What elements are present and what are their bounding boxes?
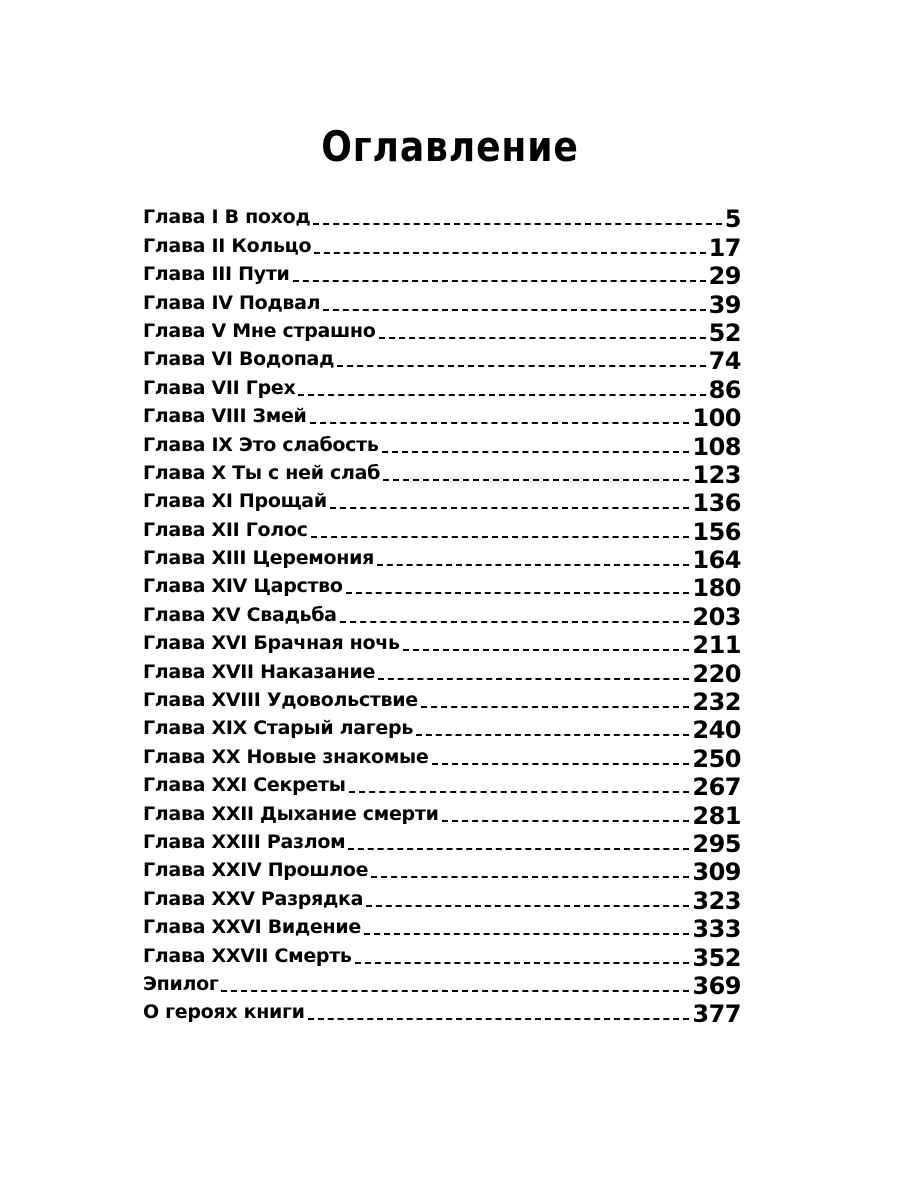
toc-leader-line xyxy=(348,848,689,850)
toc-leader-line xyxy=(349,791,690,793)
toc-leader-line xyxy=(314,252,705,254)
toc-leader-line xyxy=(221,990,689,992)
table-of-contents xyxy=(143,203,741,1029)
toc-entry xyxy=(143,373,741,404)
toc-leader-line xyxy=(383,479,689,481)
toc-entry-page-number: 156 xyxy=(692,517,741,546)
toc-entry-title: Глава X Ты с ней слаб xyxy=(143,461,381,484)
toc-entry-title: Глава VII Грех xyxy=(143,376,296,399)
toc-entry-page-number: 267 xyxy=(692,773,741,802)
toc-entry-page-number: 123 xyxy=(692,460,741,489)
toc-entry xyxy=(143,544,741,575)
toc-entry-page-number: 232 xyxy=(692,688,741,717)
toc-leader-line xyxy=(355,962,690,964)
toc-entry xyxy=(143,459,741,487)
toc-entry-title: Глава XXI Секреты xyxy=(143,774,346,797)
toc-entry xyxy=(143,260,741,291)
toc-entry xyxy=(143,288,741,319)
toc-leader-line xyxy=(364,933,689,935)
toc-leader-line xyxy=(346,592,690,594)
toc-leader-line xyxy=(340,621,690,623)
toc-entry-page-number: 164 xyxy=(692,546,741,575)
toc-entry-title: Глава VIII Змей xyxy=(143,405,307,428)
toc-entry xyxy=(143,317,741,345)
toc-entry-page-number: 377 xyxy=(692,1000,741,1029)
toc-leader-line xyxy=(382,451,690,453)
toc-leader-line xyxy=(311,536,690,538)
page-title: Оглавление xyxy=(321,122,579,171)
toc-entry xyxy=(143,657,741,688)
toc-entry-title: Глава XXIV Прошлое xyxy=(143,859,369,882)
toc-leader-line xyxy=(403,649,690,651)
toc-entry-page-number: 352 xyxy=(692,943,741,972)
toc-leader-line xyxy=(313,223,721,225)
toc-entry xyxy=(143,402,741,433)
toc-entry xyxy=(143,998,741,1029)
toc-entry-title: Глава III Пути xyxy=(143,263,290,286)
toc-entry-page-number: 39 xyxy=(708,290,741,319)
toc-entry-page-number: 17 xyxy=(708,233,741,262)
toc-entry xyxy=(143,714,741,745)
toc-entry-title: Глава V Мне страшно xyxy=(143,319,376,342)
toc-leader-line xyxy=(379,337,706,339)
toc-entry-page-number: 220 xyxy=(692,659,741,688)
toc-entry xyxy=(143,828,741,856)
toc-entry xyxy=(143,203,741,234)
toc-entry-title: Глава XIX Старый лагерь xyxy=(143,717,414,740)
toc-entry xyxy=(143,941,741,972)
toc-entry-page-number: 100 xyxy=(692,404,741,433)
toc-entry-title: Глава XIII Церемония xyxy=(143,547,374,570)
toc-entry xyxy=(143,799,741,830)
toc-entry-page-number: 295 xyxy=(692,829,741,858)
toc-leader-line xyxy=(293,280,706,282)
toc-entry-page-number: 108 xyxy=(692,432,741,461)
toc-leader-line xyxy=(298,394,705,396)
toc-entry-page-number: 250 xyxy=(692,744,741,773)
toc-entry-title: Глава XVI Брачная ночь xyxy=(143,632,400,655)
toc-entry xyxy=(143,487,741,518)
toc-entry-page-number: 136 xyxy=(692,489,741,518)
toc-leader-line xyxy=(378,678,689,680)
toc-leader-line xyxy=(308,1018,690,1020)
toc-entry-title: Глава IV Подвал xyxy=(143,291,321,314)
toc-entry-title: О героях книги xyxy=(143,1001,305,1024)
toc-entry xyxy=(143,884,741,915)
toc-entry xyxy=(143,970,741,998)
toc-entry-page-number: 29 xyxy=(708,262,741,291)
toc-entry-page-number: 203 xyxy=(692,602,741,631)
toc-entry-title: Глава XII Голос xyxy=(143,518,308,541)
toc-entry-page-number: 369 xyxy=(692,971,741,1000)
toc-entry-title: Глава XI Прощай xyxy=(143,490,327,513)
toc-leader-line xyxy=(310,422,690,424)
toc-entry xyxy=(143,515,741,546)
toc-leader-line xyxy=(377,564,689,566)
toc-entry-page-number: 74 xyxy=(708,347,741,376)
toc-entry xyxy=(143,913,741,944)
toc-entry-title: Глава XV Свадьба xyxy=(143,603,337,626)
toc-entry-page-number: 333 xyxy=(692,915,741,944)
toc-entry-title: Глава XVII Наказание xyxy=(143,660,376,683)
toc-leader-line xyxy=(416,734,689,736)
toc-leader-line xyxy=(366,905,689,907)
toc-entry xyxy=(143,231,741,262)
toc-entry-page-number: 5 xyxy=(724,205,741,234)
toc-entry-title: Эпилог xyxy=(143,972,219,995)
toc-entry-title: Глава VI Водопад xyxy=(143,348,335,371)
toc-entry xyxy=(143,771,741,802)
toc-entry-title: Глава IX Это слабость xyxy=(143,433,379,456)
toc-leader-line xyxy=(323,309,705,311)
toc-entry xyxy=(143,345,741,376)
toc-entry-page-number: 240 xyxy=(692,716,741,745)
toc-entry-page-number: 211 xyxy=(692,631,741,660)
toc-entry xyxy=(143,600,741,631)
toc-leader-line xyxy=(432,763,690,765)
toc-entry xyxy=(143,856,741,887)
toc-entry-page-number: 86 xyxy=(708,375,741,404)
toc-leader-line xyxy=(442,820,690,822)
toc-entry-page-number: 309 xyxy=(692,858,741,887)
toc-entry-title: Глава II Кольцо xyxy=(143,234,312,257)
toc-entry-title: Глава XXV Разрядка xyxy=(143,887,364,910)
toc-entry-page-number: 323 xyxy=(692,886,741,915)
toc-leader-line xyxy=(330,507,690,509)
toc-entry-page-number: 52 xyxy=(708,318,741,347)
toc-leader-line xyxy=(337,365,705,367)
toc-entry xyxy=(143,742,741,773)
toc-entry-page-number: 180 xyxy=(692,574,741,603)
toc-entry-title: Глава XXVII Смерть xyxy=(143,944,352,967)
toc-entry-title: Глава XXVI Видение xyxy=(143,916,361,939)
toc-entry-title: Глава XXIII Разлом xyxy=(143,830,346,853)
toc-leader-line xyxy=(421,706,690,708)
toc-entry-title: Глава XIV Царство xyxy=(143,575,343,598)
toc-entry-title: Глава XVIII Удовольствие xyxy=(143,689,418,712)
toc-entry-page-number: 281 xyxy=(692,801,741,830)
toc-entry-title: Глава XX Новые знакомые xyxy=(143,745,429,768)
toc-entry-title: Глава I В поход xyxy=(143,206,311,229)
toc-entry xyxy=(143,629,741,660)
toc-entry xyxy=(143,572,741,603)
toc-leader-line xyxy=(371,876,689,878)
toc-entry-title: Глава XXII Дыхание смерти xyxy=(143,802,439,825)
toc-entry xyxy=(143,686,741,717)
toc-entry xyxy=(143,430,741,461)
